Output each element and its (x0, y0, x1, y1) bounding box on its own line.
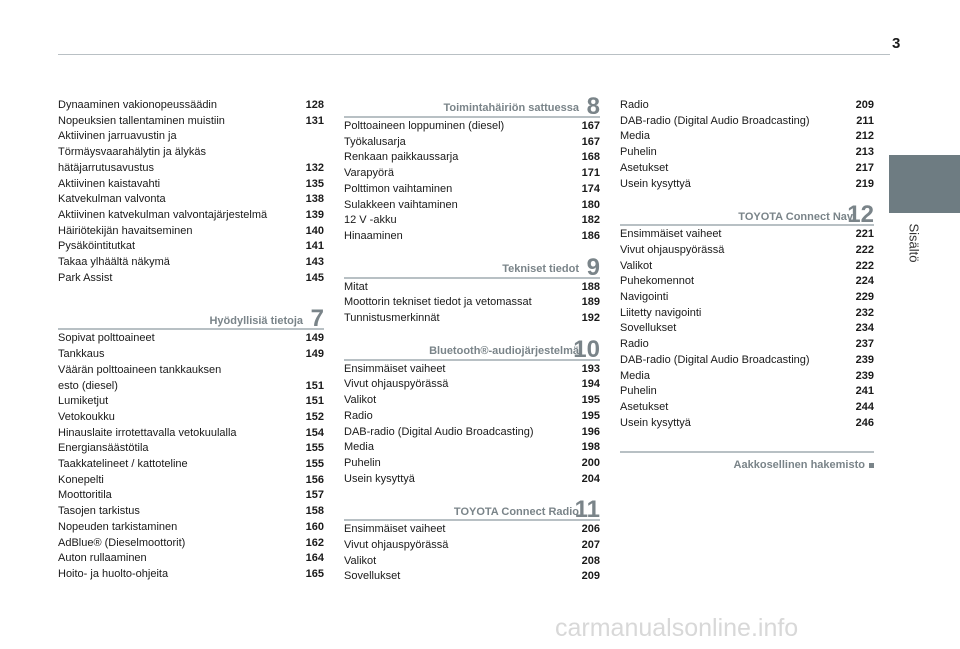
toc-entry-page: 164 (305, 552, 324, 565)
toc-entry-title: Pysäköintitutkat (58, 240, 136, 253)
toc-entry[interactable] (58, 347, 324, 363)
toc-entry-title: Vivut ohjauspyörässä (620, 243, 725, 256)
section-title: Hyödyllisiä tietoja (209, 314, 303, 327)
toc-entry-title: Polttoaineen loppuminen (diesel) (344, 120, 505, 132)
toc-entry-page: 149 (305, 332, 324, 345)
toc-entry-page: 167 (581, 120, 600, 132)
toc-entry-title: Hoito- ja huolto-ohjeita (58, 567, 169, 580)
toc-entry-page: 155 (305, 442, 324, 455)
toc-entry-line: Törmäysvaarahälytin ja älykäs (58, 146, 206, 159)
toc-entry[interactable] (58, 271, 324, 287)
toc-entry[interactable] (58, 239, 324, 255)
toc-entry[interactable] (344, 522, 600, 538)
toc-entry-page: 196 (581, 425, 600, 438)
section-11 (344, 495, 600, 585)
toc-entry[interactable] (58, 488, 324, 504)
toc-entry[interactable] (344, 213, 600, 229)
toc-entry-page: 132 (305, 161, 324, 174)
toc-entry-title: Auton rullaaminen (58, 552, 147, 565)
section-title: Toimintahäiriön sattuessa (443, 102, 579, 115)
toc-entry-page: 188 (581, 280, 600, 293)
toc-entry[interactable] (344, 295, 600, 311)
toc-entry[interactable] (620, 274, 874, 290)
toc-entry-page: 246 (855, 416, 874, 429)
section-number: 11 (574, 496, 600, 524)
toc-entry-page: 239 (855, 369, 874, 382)
toc-entry-title: Nopeuksien tallentaminen muistiin (58, 114, 225, 127)
toc-entry[interactable] (344, 377, 600, 393)
toc-entry-page: 195 (581, 394, 600, 407)
toc-entry-page: 151 (305, 379, 324, 392)
toc-entry-title: Taakkatelineet / kattoteline (58, 458, 188, 471)
toc-entry[interactable] (620, 227, 874, 243)
toc-entry-title: Radio (620, 338, 649, 351)
toc-entry-page: 217 (855, 161, 874, 174)
toc-entry-page: 171 (581, 167, 600, 180)
toc-entry-page: 239 (855, 353, 874, 366)
toc-entry[interactable] (620, 321, 874, 337)
toc-entry-title: Tasojen tarkistus (58, 505, 140, 518)
toc-entry-line: Väärän polttoaineen tankkauksen (58, 363, 222, 376)
toc-entry-page: 189 (581, 296, 600, 309)
toc-entry-page: 221 (855, 228, 874, 241)
toc-entry-page: 154 (305, 426, 324, 439)
section-number: 10 (573, 335, 600, 363)
toc-entry-page: 168 (581, 151, 600, 164)
toc-entry[interactable] (344, 311, 600, 327)
end-square-icon (869, 463, 874, 468)
toc-entry-title: Puhelin (620, 385, 657, 398)
toc-entry-title: DAB-radio (Digital Audio Broadcasting) (344, 425, 534, 438)
section-items (58, 331, 324, 582)
toc-entry[interactable] (344, 198, 600, 214)
toc-column-1 (58, 98, 324, 583)
toc-entry-page: 135 (305, 177, 324, 190)
section-title: Tekniset tiedot (502, 262, 579, 275)
toc-entry[interactable] (620, 129, 874, 145)
toc-entry-page: 156 (305, 473, 324, 486)
toc-entry-title: Vivut ohjauspyörässä (344, 539, 449, 552)
toc-entry[interactable] (58, 567, 324, 583)
section-number: 8 (586, 93, 600, 120)
toc-entry[interactable] (58, 379, 324, 395)
toc-entry-title: Varapyörä (344, 167, 394, 180)
section-heading[interactable] (344, 92, 600, 118)
toc-entry-title: Ensimmäiset vaiheet (344, 523, 446, 536)
toc-entry[interactable] (620, 353, 874, 369)
toc-entry-title: 12 V -akku (344, 214, 397, 227)
toc-entry-title: Moottorin tekniset tiedot ja vetomassat (344, 296, 532, 309)
toc-entry[interactable] (620, 98, 874, 114)
section-items (620, 227, 874, 431)
toc-entry[interactable] (620, 259, 874, 275)
toc-entry-title: Sopivat polttoaineet (58, 332, 155, 345)
toc-entry-title: Konepelti (58, 473, 104, 486)
toc-entry[interactable] (344, 280, 600, 296)
toc-entry[interactable] (58, 520, 324, 536)
toc-entry[interactable] (58, 457, 324, 473)
toc-entry-title: Radio (344, 409, 373, 422)
toc-entry-page: 143 (305, 256, 324, 269)
toc-entry-page: 219 (855, 177, 874, 190)
toc-entry-title: Dynaaminen vakionopeussäädin (58, 99, 217, 111)
toc-entry-title: DAB-radio (Digital Audio Broadcasting) (620, 353, 810, 366)
toc-entry-title: Vetokoukku (58, 410, 115, 423)
toc-entry-page: 209 (855, 99, 874, 111)
toc-entry-title: Valikot (344, 394, 377, 407)
toc-entry[interactable] (58, 426, 324, 442)
toc-entry[interactable] (344, 135, 600, 151)
toc-entry-title: Lumiketjut (58, 395, 109, 408)
toc-entry-page: 207 (581, 539, 600, 552)
toc-entry[interactable] (58, 192, 324, 208)
toc-entry-title: Usein kysyttyä (620, 177, 691, 190)
toc-entry-page: 180 (581, 198, 600, 211)
toc-entry-page: 160 (305, 520, 324, 533)
toc-entry[interactable] (620, 337, 874, 353)
toc-entry[interactable] (344, 472, 600, 488)
toc-entry[interactable] (344, 362, 600, 378)
toc-entry-title: Puhelin (344, 456, 381, 469)
toc-entry[interactable] (620, 177, 874, 193)
toc-entry-title: Valikot (620, 259, 653, 272)
toc-entry-title: DAB-radio (Digital Audio Broadcasting) (620, 114, 810, 127)
toc-entry[interactable] (344, 182, 600, 198)
toc-entry-page: 204 (581, 472, 600, 485)
toc-entry-page: 244 (855, 400, 874, 413)
section-number: 9 (586, 253, 600, 281)
toc-entry-page: 234 (855, 322, 874, 335)
toc-entry[interactable] (58, 473, 324, 489)
toc-entry-title: Tankkaus (58, 348, 105, 361)
toc-entry-title: Häiriötekijän havaitseminen (58, 224, 193, 237)
toc-entry[interactable] (344, 229, 600, 245)
toc-entry[interactable] (58, 98, 324, 114)
alphabetical-index-heading[interactable]: Aakkosellinen hakemisto (620, 451, 874, 474)
toc-entry-title: Vivut ohjauspyörässä (344, 378, 449, 391)
toc-entry-title: Työkalusarja (344, 135, 406, 148)
section-title: Bluetooth®-audiojärjestelmä (429, 345, 579, 358)
toc-entry-page: 192 (581, 312, 600, 325)
section-8 (344, 92, 600, 245)
toc-entry-title: Usein kysyttyä (620, 416, 691, 429)
page-number: 3 (892, 35, 901, 52)
toc-entry-title: Puhelin (620, 146, 657, 159)
toc-entry-page: 139 (305, 208, 324, 221)
toc-entry[interactable] (58, 161, 324, 177)
toc-entry[interactable] (620, 145, 874, 161)
section-heading[interactable] (58, 304, 324, 333)
toc-entry-title: Asetukset (620, 400, 669, 413)
toc-entry-title: Moottoritila (58, 489, 112, 502)
section-10 (344, 335, 600, 488)
toc-entry-title: hätäjarrutusavustus (58, 161, 154, 174)
toc-entry-title: Takaa ylhäältä näkymä (58, 256, 170, 269)
toc-entry-title: Energiansäästötila (58, 442, 149, 455)
watermark: carmanualsonline.info (555, 614, 799, 642)
toc-entry-page: 128 (305, 99, 324, 111)
toc-entry[interactable] (58, 331, 324, 347)
toc-entry-page: 138 (305, 193, 324, 206)
toc-entry[interactable] (58, 208, 324, 224)
toc-column-3 (620, 98, 874, 474)
toc-entry-title: Valikot (344, 554, 377, 567)
toc-entry-title: Media (344, 441, 374, 454)
toc-entry-title: Sulakkeen vaihtaminen (344, 198, 458, 211)
toc-entry-title: esto (diesel) (58, 379, 118, 392)
toc-column-2 (344, 84, 600, 585)
section-tab (889, 155, 960, 213)
toc-entry-title: Aktiivinen kaistavahti (58, 177, 161, 190)
toc-entry-page: 152 (305, 410, 324, 423)
toc-entry-title: Liitetty navigointi (620, 306, 702, 319)
toc-entry-title: Hinaaminen (344, 229, 403, 242)
section-number: 12 (847, 201, 874, 229)
side-label: Sisältö (906, 223, 922, 263)
toc-entry[interactable] (58, 551, 324, 567)
toc-intro-list-3 (620, 98, 874, 192)
toc-entry-title: Sovellukset (620, 322, 677, 335)
toc-entry[interactable] (620, 243, 874, 259)
toc-entry-title: Aktiivinen katvekulman valvontajärjestelmä (58, 208, 268, 221)
toc-entry-title: Puhekomennot (620, 275, 694, 288)
section-title: TOYOTA Connect Radio (453, 505, 579, 518)
toc-entry-page: 194 (581, 378, 600, 391)
toc-entry-page: 222 (855, 259, 874, 272)
toc-entry-title: Nopeuden tarkistaminen (58, 520, 178, 533)
toc-entry-page: 213 (855, 146, 874, 159)
toc-entry-page: 141 (305, 240, 324, 253)
toc-entry-page: 145 (305, 271, 324, 284)
toc-entry-title: Ensimmäiset vaiheet (620, 228, 722, 241)
toc-entry[interactable] (58, 255, 324, 271)
toc-entry[interactable] (344, 538, 600, 554)
toc-entry[interactable] (58, 441, 324, 457)
toc-entry[interactable] (58, 410, 324, 426)
toc-entry[interactable] (58, 177, 324, 193)
toc-entry[interactable] (620, 290, 874, 306)
toc-entry[interactable] (344, 150, 600, 166)
section-items (344, 280, 600, 327)
top-rule (58, 54, 890, 55)
toc-entry-page: 167 (581, 135, 600, 148)
section-7 (58, 304, 324, 582)
toc-entry-page: 165 (305, 567, 324, 580)
toc-entry-title: Sovellukset (344, 570, 401, 583)
toc-entry-page: 182 (581, 214, 600, 227)
toc-intro-list (58, 98, 324, 286)
toc-entry-page: 200 (581, 456, 600, 469)
toc-entry-title: Radio (620, 99, 649, 111)
section-heading[interactable] (620, 200, 874, 229)
section-heading[interactable] (344, 495, 600, 524)
toc-entry-title: Media (620, 369, 650, 382)
toc-entry-title: Tunnistusmerkinnät (344, 312, 440, 325)
toc-entry-page: 237 (855, 338, 874, 351)
toc-entry[interactable] (344, 456, 600, 472)
toc-entry-page: 224 (855, 275, 874, 288)
toc-entry-page: 211 (856, 114, 874, 127)
toc-entry-page: 195 (581, 409, 600, 422)
toc-entry-title: AdBlue® (Dieselmoottorit) (58, 536, 186, 549)
toc-entry-page: 212 (855, 130, 874, 143)
toc-entry-page: 157 (305, 489, 324, 502)
toc-entry-page: 206 (581, 523, 600, 536)
toc-entry-page: 158 (305, 505, 324, 518)
section-heading[interactable] (344, 253, 600, 279)
section-9 (344, 253, 600, 327)
toc-entry-title: Hinauslaite irrotettavalla vetokuulalla (58, 426, 237, 439)
toc-entry[interactable] (58, 536, 324, 552)
toc-entry-page: 155 (305, 458, 324, 471)
section-title: TOYOTA Connect Nav (738, 210, 853, 223)
toc-entry[interactable] (58, 224, 324, 240)
toc-entry[interactable] (620, 114, 874, 130)
toc-entry[interactable] (620, 416, 874, 432)
toc-entry-line: Aktiivinen jarruavustin ja (58, 130, 177, 143)
toc-entry-title: Renkaan paikkaussarja (344, 151, 459, 164)
toc-entry-page: 174 (581, 182, 600, 195)
toc-entry[interactable] (58, 114, 324, 130)
toc-entry[interactable] (344, 440, 600, 456)
toc-entry-page: 140 (305, 224, 324, 237)
toc-entry[interactable] (344, 393, 600, 409)
toc-entry[interactable] (58, 394, 324, 410)
toc-entry-title: Polttimon vaihtaminen (344, 182, 453, 195)
section-items (344, 522, 600, 585)
toc-entry-page: 198 (581, 441, 600, 454)
toc-entry-page: 151 (305, 395, 324, 408)
toc-entry[interactable] (620, 369, 874, 385)
toc-entry-title: Usein kysyttyä (344, 472, 415, 485)
toc-entry[interactable] (620, 384, 874, 400)
toc-entry-page: 162 (305, 536, 324, 549)
toc-entry-title: Navigointi (620, 291, 669, 304)
toc-entry-title: Katvekulman valvonta (58, 193, 166, 206)
toc-entry-page: 208 (581, 554, 600, 567)
toc-entry[interactable] (620, 161, 874, 177)
toc-entry[interactable] (344, 569, 600, 585)
toc-entry-title: Asetukset (620, 161, 669, 174)
toc-entry-page: 232 (855, 306, 874, 319)
toc-entry-page: 149 (305, 348, 324, 361)
toc-entry-page: 186 (581, 229, 600, 242)
toc-entry[interactable] (344, 119, 600, 135)
toc-entry-page: 229 (855, 291, 874, 304)
toc-entry[interactable] (344, 166, 600, 182)
toc-entry-page: 209 (581, 570, 600, 583)
toc-entry-page: 131 (305, 114, 324, 127)
toc-entry[interactable] (620, 400, 874, 416)
toc-entry-page: 193 (581, 362, 600, 375)
toc-entry[interactable] (344, 554, 600, 570)
toc-entry-page: 241 (855, 385, 874, 398)
toc-entry[interactable] (344, 425, 600, 441)
toc-entry-title: Park Assist (58, 271, 113, 284)
toc-entry-title: Media (620, 130, 650, 143)
section-12 (620, 200, 874, 431)
section-number: 7 (310, 305, 324, 333)
section-heading[interactable] (344, 335, 600, 361)
section-items (344, 119, 600, 245)
toc-entry[interactable] (344, 409, 600, 425)
toc-entry-title: Mitat (344, 280, 368, 293)
section-items (344, 362, 600, 488)
toc-entry-title: Ensimmäiset vaiheet (344, 362, 446, 375)
toc-entry[interactable] (58, 504, 324, 520)
toc-entry-page: 222 (855, 243, 874, 256)
toc-entry[interactable] (620, 306, 874, 322)
